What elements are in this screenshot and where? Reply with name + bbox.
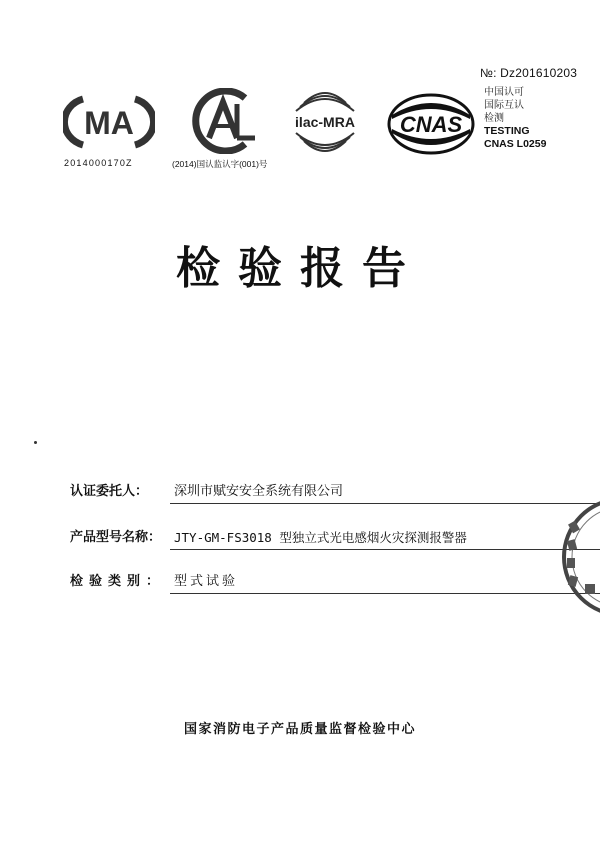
cnas-logo [386,93,476,155]
cnas-line-5: CNAS L0259 [484,138,547,150]
report-title: 检验报告 [176,243,424,294]
client-label: 认证委托人： [70,484,149,499]
report-number: №: Dz201610203 [480,66,578,80]
svg-text:MA: MA [84,105,134,141]
cnas-line-3: 检测 [484,113,504,124]
type-value: 型式试验 [174,574,239,589]
scan-speck [34,441,37,444]
cnas-line-1: 中国认可 [484,87,524,98]
official-seal [560,492,600,626]
cma-caption: 2014000170Z [64,158,133,168]
cnas-line-4: TESTING [484,125,530,137]
product-label: 产品型号名称： [70,530,162,545]
client-value: 深圳市赋安安全系统有限公司 [174,484,344,499]
type-underline [170,593,600,594]
svg-text:ilac-MRA: ilac-MRA [295,114,355,130]
product-underline [170,549,600,550]
cal-logo [183,88,263,154]
client-underline [170,503,600,504]
ilac-mra-logo [286,83,364,161]
issuing-organization: 国家消防电子产品质量监督检验中心 [183,722,416,737]
svg-text:CNAS: CNAS [399,112,463,137]
product-value: JTY-GM-FS3018 型独立式光电感烟火灾探测报警器 [174,530,467,545]
cnas-line-2: 国际互认 [484,100,524,111]
cnas-accreditation-text [484,86,546,151]
cma-logo [63,93,155,151]
type-label: 检验类别： [70,574,166,589]
cal-caption: (2014)国认监认字(001)号 [172,159,268,169]
